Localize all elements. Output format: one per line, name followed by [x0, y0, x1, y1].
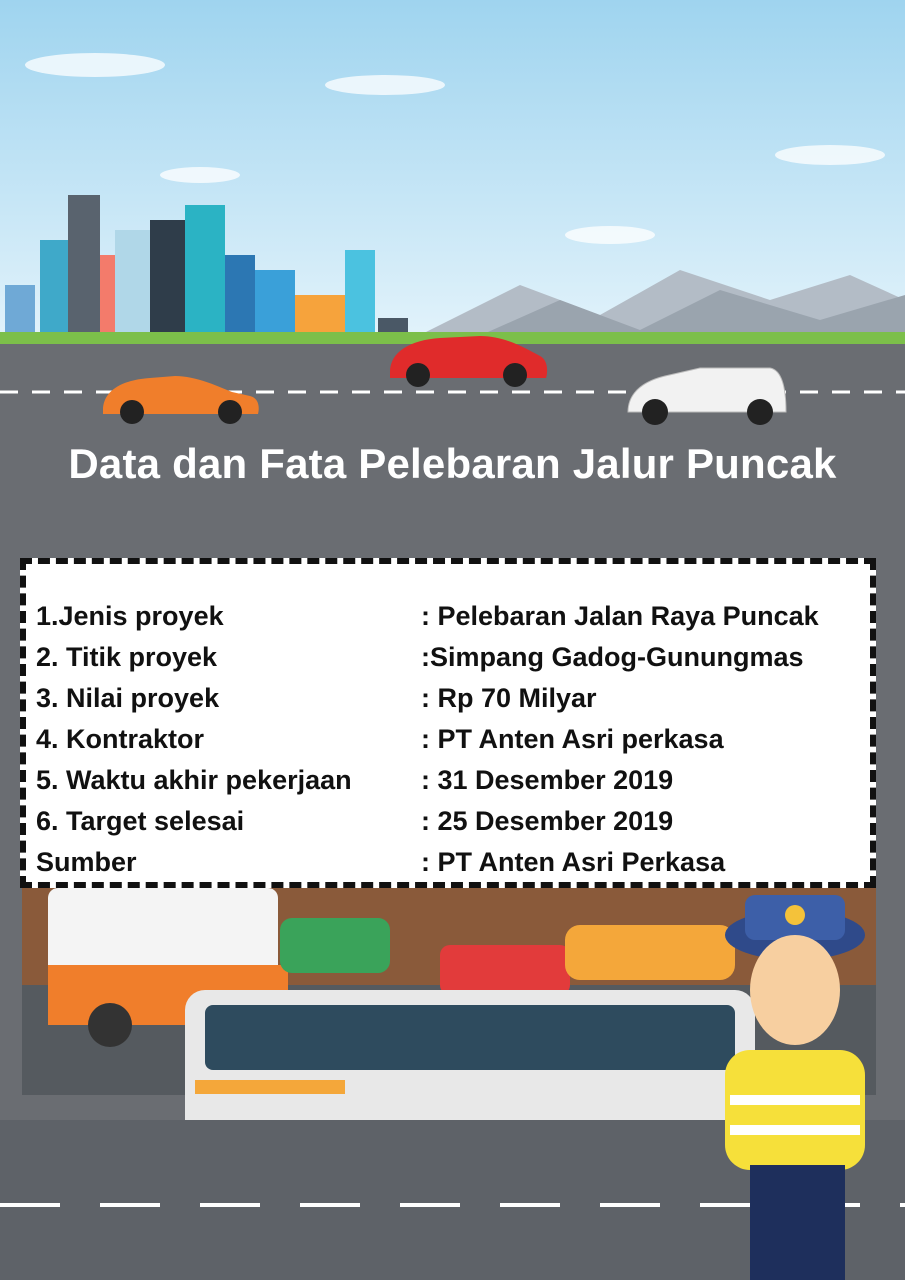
row-value: : PT Anten Asri perkasa — [421, 724, 724, 754]
row-label: Sumber — [36, 847, 137, 877]
table-row — [36, 719, 819, 760]
row-value: : Pelebaran Jalan Raya Puncak — [421, 601, 819, 631]
table-row — [36, 678, 819, 719]
row-value: :Simpang Gadog-Gunungmas — [421, 642, 804, 672]
page-title: Data dan Fata Pelebaran Jalur Puncak — [68, 440, 837, 487]
row-value: : PT Anten Asri Perkasa — [421, 847, 726, 877]
row-label: 1.Jenis proyek — [36, 601, 224, 631]
table-row — [36, 760, 819, 801]
table-row — [36, 842, 819, 883]
row-value: : 25 Desember 2019 — [421, 806, 674, 836]
row-label: 3. Nilai proyek — [36, 683, 220, 713]
row-label: 6. Target selesai — [36, 806, 245, 836]
row-value: : Rp 70 Milyar — [421, 683, 597, 713]
table-row — [36, 801, 819, 842]
table-row — [36, 596, 819, 637]
row-label: 4. Kontraktor — [36, 724, 205, 754]
row-label: 2. Titik proyek — [36, 642, 218, 672]
row-label: 5. Waktu akhir pekerjaan — [36, 765, 352, 795]
row-value: : 31 Desember 2019 — [421, 765, 674, 795]
project-info-table — [36, 596, 819, 883]
table-row — [36, 637, 819, 678]
